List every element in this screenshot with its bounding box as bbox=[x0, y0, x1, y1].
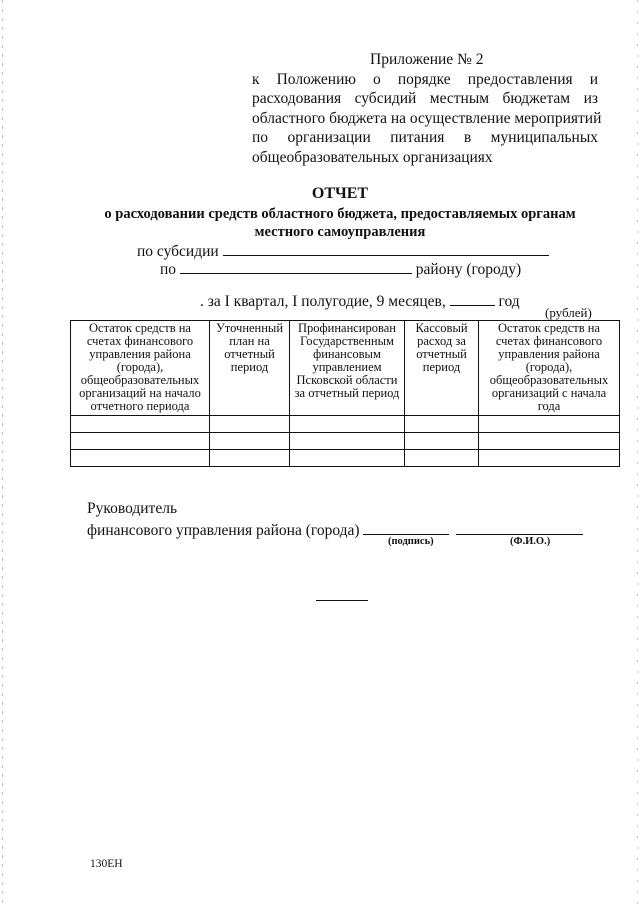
table-row bbox=[71, 450, 620, 467]
unit-label: (рублей) bbox=[545, 305, 592, 320]
table-cell[interactable] bbox=[210, 416, 290, 433]
page-edge-left bbox=[2, 0, 3, 905]
period-text: . за I квартал, I полугодие, 9 месяцев, bbox=[200, 293, 446, 310]
district-prefix: по bbox=[160, 261, 177, 278]
table-row bbox=[71, 416, 620, 433]
column-header: Кассовый расход за отчетный период bbox=[405, 321, 479, 416]
signature-caption: (подпись) bbox=[388, 536, 434, 547]
column-header: Уточненный план на отчетный период bbox=[210, 321, 290, 416]
table-cell[interactable] bbox=[290, 450, 405, 467]
table-cell[interactable] bbox=[479, 450, 620, 467]
column-header: Остаток средств на счетах финансового управления района (города), общеобразовательных организаций с начала года bbox=[479, 321, 620, 416]
footer-code: 130ЕН bbox=[90, 858, 123, 870]
report-subtitle-line: местного самоуправления bbox=[254, 224, 426, 240]
appendix-header bbox=[252, 50, 602, 167]
appendix-title: Приложение № 2 bbox=[370, 51, 484, 68]
table-cell[interactable] bbox=[290, 433, 405, 450]
table-cell[interactable] bbox=[405, 450, 479, 467]
district-suffix: району (городу) bbox=[415, 261, 522, 278]
appendix-line: к Положению о порядке предоставления и bbox=[252, 70, 598, 88]
table-cell[interactable] bbox=[71, 433, 210, 450]
table-cell[interactable] bbox=[405, 433, 479, 450]
fio-caption: (Ф.И.О.) bbox=[510, 536, 551, 547]
table-cell[interactable] bbox=[210, 433, 290, 450]
subsidy-label: по субсидии bbox=[137, 243, 219, 260]
table-row bbox=[71, 433, 620, 450]
table-cell[interactable] bbox=[479, 416, 620, 433]
table-cell[interactable] bbox=[71, 416, 210, 433]
subsidy-field[interactable] bbox=[223, 240, 549, 256]
appendix-line: расходования субсидий местным бюджетам из bbox=[252, 90, 598, 107]
column-header: Профинансирован Государственным финансовым управлением Псковской области за отчетный период bbox=[290, 321, 405, 416]
appendix-line: общеобразовательных организациях bbox=[252, 148, 493, 166]
page-edge-right bbox=[637, 0, 638, 905]
appendix-line: областного бюджета на осуществление мероприятий bbox=[252, 109, 602, 127]
period-line bbox=[200, 290, 520, 311]
table-cell[interactable] bbox=[479, 433, 620, 450]
column-header: Остаток средств на счетах финансового управления района (города), общеобразовательных организаций на начало отчетного периода bbox=[71, 321, 210, 416]
year-suffix: год bbox=[498, 293, 520, 310]
district-field[interactable] bbox=[180, 258, 412, 274]
report-table bbox=[70, 320, 620, 467]
signature-line bbox=[87, 519, 583, 540]
fio-field[interactable] bbox=[456, 519, 583, 535]
signature-position: финансового управления района (города) bbox=[87, 522, 360, 539]
table-cell[interactable] bbox=[210, 450, 290, 467]
year-field[interactable] bbox=[450, 290, 495, 306]
end-rule bbox=[316, 600, 368, 601]
appendix-line: по организации питания в муниципальных bbox=[252, 129, 598, 146]
report-subtitle bbox=[70, 205, 610, 241]
report-title: ОТЧЕТ bbox=[311, 185, 369, 202]
district-line bbox=[160, 258, 521, 279]
table-cell[interactable] bbox=[405, 416, 479, 433]
report-subtitle-line: о расходовании средств областного бюджета, предоставляемых органам bbox=[104, 206, 576, 222]
table-cell[interactable] bbox=[71, 450, 210, 467]
signature-title: Руководитель bbox=[87, 500, 178, 517]
signature-field[interactable] bbox=[363, 519, 449, 535]
table-cell[interactable] bbox=[290, 416, 405, 433]
